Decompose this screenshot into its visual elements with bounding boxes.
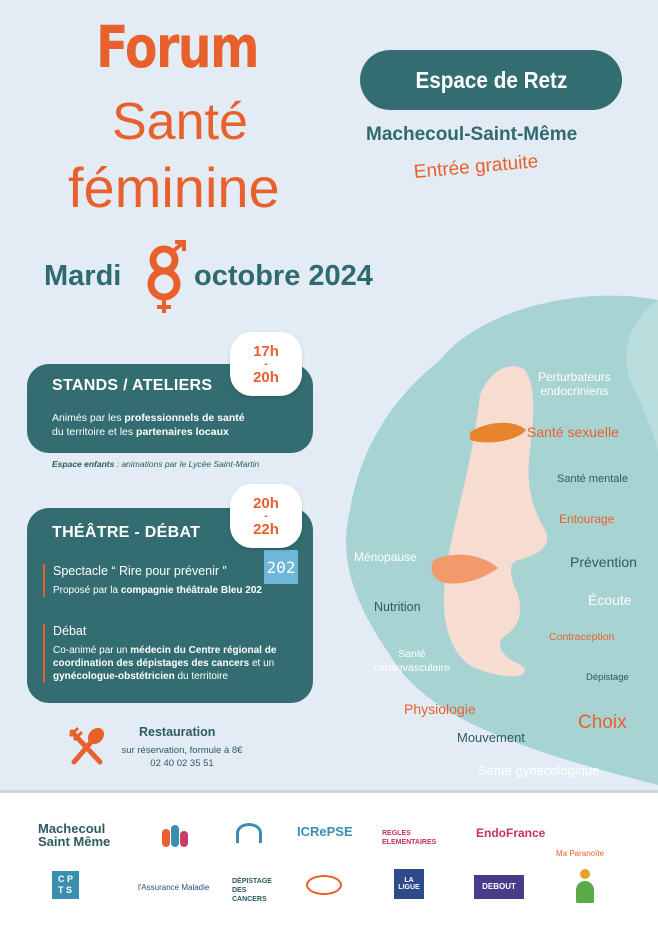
spectacle-text: Proposé par la compagnie théâtrale Bleu 202 (53, 585, 262, 596)
topic-choix: Choix (578, 712, 627, 733)
topic-nutrition: Nutrition (374, 600, 421, 614)
debat-text: Co-animé par un médecin du Centre régional de coordination des dépistages des cancers et un gynécologue-obstétricien du territoire (53, 645, 277, 682)
topic-contraception: Contraception (549, 631, 615, 643)
logo-assurance-maladie: l'Assurance Maladie (138, 883, 210, 892)
logo-sante-familles (160, 817, 190, 857)
logo-icrepse: ICRePSE (297, 824, 353, 839)
venue-city: Machecoul-Saint-Même (366, 124, 578, 145)
debat-title: Débat (53, 624, 87, 638)
logo-machecoul: Machecoul Saint Même (38, 821, 111, 849)
logo-regles-elementaires: REGLES ELEMENTAIRES (382, 830, 437, 846)
topic-sante-mentale: Santé mentale (557, 473, 628, 485)
entry-free: Entrée gratuite (413, 151, 540, 183)
logo-depistage: DÉPISTAGE DES CANCERS (232, 878, 272, 903)
date-month-year: octobre 2024 (194, 260, 373, 292)
venue-pill (360, 50, 622, 110)
title-feminine: féminine (68, 156, 280, 219)
logo-ma-paranoite: Ma Paranoïte (556, 849, 605, 858)
title-sante: Santé (112, 93, 248, 151)
theatre-time-end: 22h (253, 520, 279, 538)
logo-la-ligue: LA LIGUE (394, 869, 424, 899)
logo-cpts: C P T S (52, 871, 79, 899)
topic-sante-cardio: Santé cardiovasculaire (374, 648, 450, 674)
spectacle-title: Spectacle “ Rire pour prévenir ” (53, 564, 227, 578)
logo-endofrance: EndoFrance (476, 826, 546, 840)
logo-debout: DEBOUT (474, 875, 524, 899)
bleu202-logo: 202 (264, 550, 298, 584)
kids-space-note: Espace enfants : animations par le Lycée Saint-Martin (52, 459, 260, 469)
logo-partner-figure (574, 869, 598, 903)
topic-ecoute: Écoute (588, 592, 632, 608)
stands-time-start: 17h (253, 342, 279, 360)
stands-description: Animés par les professionnels de santé du territoire et les partenaires locaux (52, 412, 245, 438)
debat-block (43, 624, 305, 683)
restauration-title: Restauration (139, 725, 216, 739)
partner-logos (0, 790, 658, 929)
venus-mars-icon (144, 240, 188, 316)
topic-physiologie: Physiologie (404, 701, 476, 717)
title-forum: Forum (96, 13, 258, 81)
topic-mouvement: Mouvement (457, 730, 525, 745)
stands-time-end: 20h (253, 368, 279, 386)
theatre-time-start: 20h (253, 494, 279, 512)
date-weekday: Mardi (44, 260, 122, 292)
stands-title: STANDS / ATELIERS (52, 377, 213, 394)
theatre-title: THÉÂTRE - DÉBAT (52, 524, 201, 541)
topic-menopause: Ménopause (354, 550, 417, 564)
logo-la-poufo (306, 875, 342, 895)
topic-prevention: Prévention (570, 554, 637, 570)
topic-depistage: Dépistage (586, 672, 629, 683)
stands-time-sep: - (264, 357, 268, 370)
fork-spoon-icon (66, 726, 108, 768)
topic-sante-sexuelle: Santé sexuelle (527, 424, 619, 440)
topic-perturbateurs: Perturbateurs endocriniens (538, 370, 611, 398)
topic-entourage: Entourage (559, 512, 615, 526)
topic-sante-gyneco: Santé gynécologique (478, 763, 600, 778)
theatre-time-sep: - (264, 509, 268, 522)
stands-time-badge (230, 332, 302, 396)
restauration-details: sur réservation, formule à 8€ 02 40 02 35 51 (121, 745, 243, 769)
logo-centre-hospitalier (232, 817, 268, 853)
theatre-time-badge (230, 484, 302, 548)
venue-name: Espace de Retz (415, 66, 567, 93)
